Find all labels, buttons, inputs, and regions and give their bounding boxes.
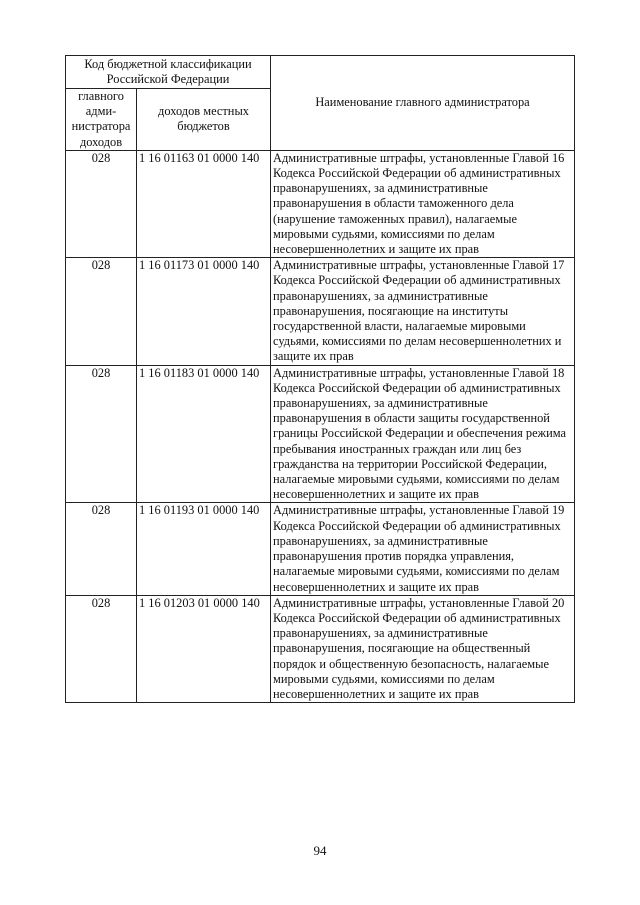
admin-code-cell: 028 [66,258,137,365]
budget-classification-table [65,55,575,703]
header-main-administrator: главного адми-нистратора доходов [66,89,137,151]
page-number: 94 [313,843,327,858]
admin-code-cell: 028 [66,503,137,595]
administrator-name-cell: Административные штрафы, установленные Главой 17 Кодекса Российской Федерации об административных правонарушениях, за административные правонарушения, посягающие на институты государственной власти, налагаемые мировыми судьями, комиссиями по делам несовершеннолетних и защите их прав [271,258,575,365]
table-row [66,150,575,257]
table-row [66,503,575,595]
admin-code-cell: 028 [66,365,137,503]
admin-code-cell: 028 [66,150,137,257]
revenue-code-cell: 1 16 01183 01 0000 140 [137,365,271,503]
revenue-code-cell: 1 16 01203 01 0000 140 [137,595,271,702]
administrator-name-cell: Административные штрафы, установленные Главой 19 Кодекса Российской Федерации об административных правонарушениях, за административные правонарушения против порядка управления, налагаемые мировыми судьями, комиссиями по делам несовершеннолетних и защите их прав [271,503,575,595]
revenue-code-cell: 1 16 01193 01 0000 140 [137,503,271,595]
table-row [66,258,575,365]
header-budget-classification-code: Код бюджетной классификации Российской Федерации [66,56,271,89]
table-row [66,595,575,702]
administrator-name-cell: Административные штрафы, установленные Главой 16 Кодекса Российской Федерации об административных правонарушениях, за административные правонарушения в области таможенного дела (нарушение таможенных правил), налагаемые мировыми судьями, комиссиями по делам несовершеннолетних и защите их прав [271,150,575,257]
admin-code-cell: 028 [66,595,137,702]
table-row [66,365,575,503]
header-local-budget-revenue: доходов местных бюджетов [137,89,271,151]
revenue-code-cell: 1 16 01163 01 0000 140 [137,150,271,257]
revenue-code-cell: 1 16 01173 01 0000 140 [137,258,271,365]
administrator-name-cell: Административные штрафы, установленные Главой 18 Кодекса Российской Федерации об административных правонарушениях, за административные правонарушения в области защиты государственной границы Российской Федерации и обеспечения режима пребывания иностранных граждан или лиц без гражданства на территории Российской Федерации, налагаемые мировыми судьями, комиссиями по делам несовершеннолетних и защите их прав [271,365,575,503]
header-administrator-name: Наименование главного администратора [271,56,575,151]
administrator-name-cell: Административные штрафы, установленные Главой 20 Кодекса Российской Федерации об административных правонарушениях, за административные правонарушения, посягающие на общественный порядок и общественную безопасность, налагаемые мировыми судьями, комиссиями по делам несовершеннолетних и защите их прав [271,595,575,702]
